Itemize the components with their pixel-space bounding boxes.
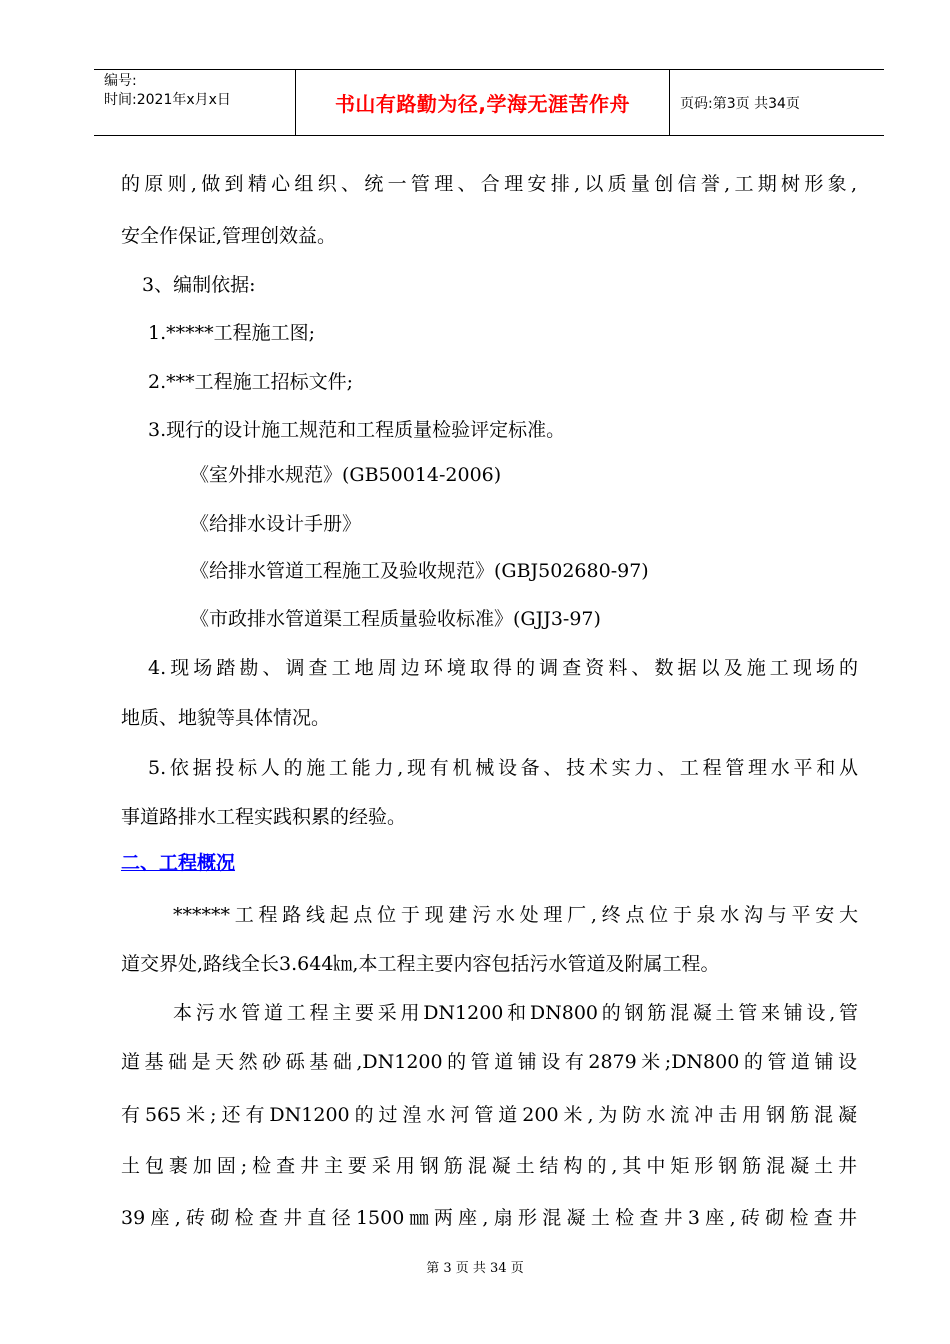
header-motto: 书山有路勤为径,学海无涯苦作舟 <box>334 92 631 116</box>
page-footer: 第 3 页 共 34 页 <box>426 1261 524 1276</box>
section-heading-overview: 二、工程概况 <box>121 852 236 874</box>
overview-para-2-line-2: 道基础是天然砂砾基础,DN1200的管道铺设有2879米;DN800的管道铺设 <box>121 1051 857 1073</box>
header-meta-cell <box>94 70 296 135</box>
header-motto-cell <box>296 70 670 135</box>
standard-2: 《给排水设计手册》 <box>190 513 362 535</box>
basis-item-5-cont: 事道路排水工程实践积累的经验。 <box>121 806 407 828</box>
overview-para-2-line-4: 土包裹加固;检查井主要采用钢筋混凝土结构的,其中矩形钢筋混凝土井 <box>121 1155 857 1177</box>
basis-item-5: 5.依据投标人的施工能力,现有机械设备、技术实力、工程管理水平和从 <box>148 757 858 779</box>
basis-item-2: 2.***工程施工招标文件; <box>148 371 354 393</box>
basis-item-4: 4.现场踏勘、调查工地周边环境取得的调查资料、数据以及施工现场的 <box>148 657 858 679</box>
basis-item-1: 1.*****工程施工图; <box>148 322 316 344</box>
overview-para-2-line-3: 有565米;还有DN1200的过湟水河管道200米,为防水流冲击用钢筋混凝 <box>121 1104 857 1126</box>
header-page-cell <box>670 70 884 135</box>
overview-para-1-cont: 道交界处,路线全长3.644㎞,本工程主要内容包括污水管道及附属工程。 <box>121 953 720 975</box>
overview-para-2-line-5: 39座,砖砌检查井直径1500㎜两座,扇形混凝土检查井3座,砖砌检查井 <box>121 1207 857 1229</box>
section-3-title: 3、编制依据: <box>142 274 256 296</box>
standard-3: 《给排水管道工程施工及验收规范》(GBJ502680-97) <box>190 560 649 582</box>
overview-para-2: 本污水管道工程主要采用DN1200和DN800的钢筋混凝土管来铺设,管 <box>173 1002 858 1024</box>
body-line-2: 安全作保证,管理创效益。 <box>121 225 337 247</box>
standard-4: 《市政排水管道渠工程质量验收标准》(GJJ3-97) <box>190 608 601 630</box>
header-time-label: 时间:2021年x月x日 <box>104 92 231 108</box>
header-number-label: 编号: <box>104 73 137 89</box>
overview-para-1: ******工程路线起点位于现建污水处理厂,终点位于泉水沟与平安大 <box>173 904 858 926</box>
basis-item-3: 3.现行的设计施工规范和工程质量检验评定标准。 <box>148 419 566 441</box>
page-header <box>94 69 884 136</box>
header-page-label: 页码:第3页 共34页 <box>680 95 800 112</box>
basis-item-4-cont: 地质、地貌等具体情况。 <box>121 707 331 729</box>
body-line-1: 的原则,做到精心组织、统一管理、合理安排,以质量创信誉,工期树形象, <box>121 173 857 195</box>
standard-1: 《室外排水规范》(GB50014-2006) <box>190 464 502 486</box>
